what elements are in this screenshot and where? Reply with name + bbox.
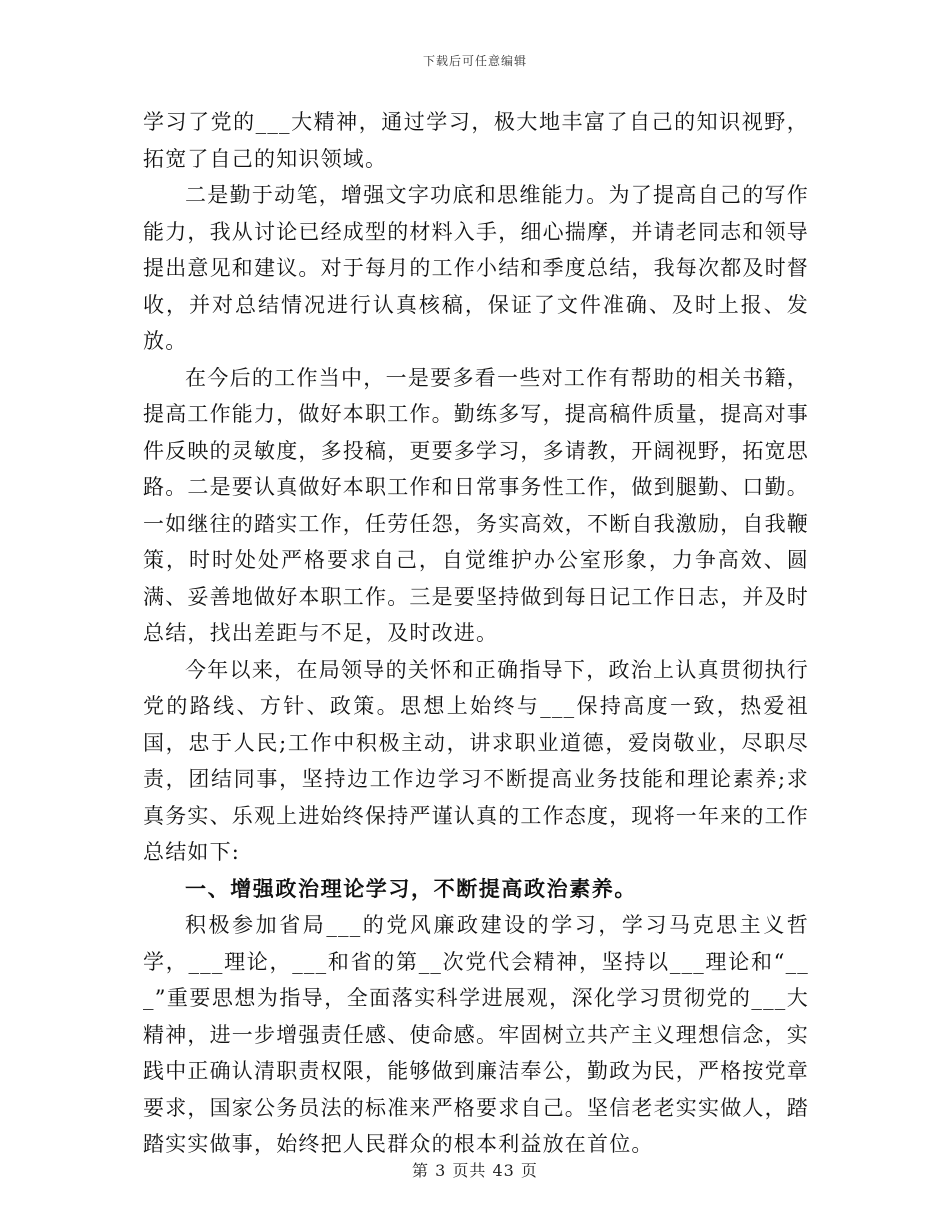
paragraph-1: 学习了党的___大精神，通过学习，极大地丰富了自己的知识视野，拓宽了自己的知识领域。: [143, 110, 809, 171]
page-header: 下载后可任意编辑: [422, 54, 527, 68]
paragraph-2: 二是勤于动笔，增强文字功底和思维能力。为了提高自己的写作能力，我从讨论已经成型的材料入手，细心揣摩，并请老同志和领导提出意见和建议。对于每月的工作小结和季度总结，我每次都及时督收，并对总结情况进行认真核稿，保证了文件准确、及时上报、发放。: [143, 183, 809, 353]
paragraph-5: 积极参加省局___的党风廉政建设的学习，学习马克思主义哲学，___理论，___和省的第__次党代会精神，坚持以___理论和“___”重要思想为指导，全面落实科学进展观，深化学习贯彻党的___大精神，进一步增强责任感、使命感。牢固树立共产主义理想信念，实践中正确认清职责权限，能够做到廉洁奉公，勤政为民，严格按党章要求，国家公务员法的标准来严格要求自己。坚信老老实实做人，踏踏实实做事，始终把人民群众的根本利益放在首位。: [143, 913, 809, 1156]
paragraph-4: 今年以来，在局领导的关怀和正确指导下，政治上认真贯彻执行党的路线、方针、政策。思想上始终与___保持高度一致，热爱祖国，忠于人民;工作中积极主动，讲求职业道德，爱岗敬业，尽职尽责，团结同事，坚持边工作边学习不断提高业务技能和理论素养;求真务实、乐观上进始终保持严谨认真的工作态度，现将一年来的工作总结如下:: [143, 657, 809, 864]
section-heading-1: 一、增强政治理论学习，不断提高政治素养。: [185, 875, 637, 901]
paragraph-3: 在今后的工作当中，一是要多看一些对工作有帮助的相关书籍，提高工作能力，做好本职工作。勤练多写，提高稿件质量，提高对事件反映的灵敏度，多投稿，更要多学习，多请教，开阔视野，拓宽思路。二是要认真做好本职工作和日常事务性工作，做到腿勤、口勤。一如继往的踏实工作，任劳任怨，务实高效，不断自我激励，自我鞭策，时时处处严格要求自己，自觉维护办公室形象，力争高效、圆满、妥善地做好本职工作。三是要坚持做到每日记工作日志，并及时总结，找出差距与不足，及时改进。: [143, 365, 809, 645]
page-footer: 第 3 页共 43 页: [412, 1161, 538, 1180]
document-body: [143, 104, 809, 1163]
